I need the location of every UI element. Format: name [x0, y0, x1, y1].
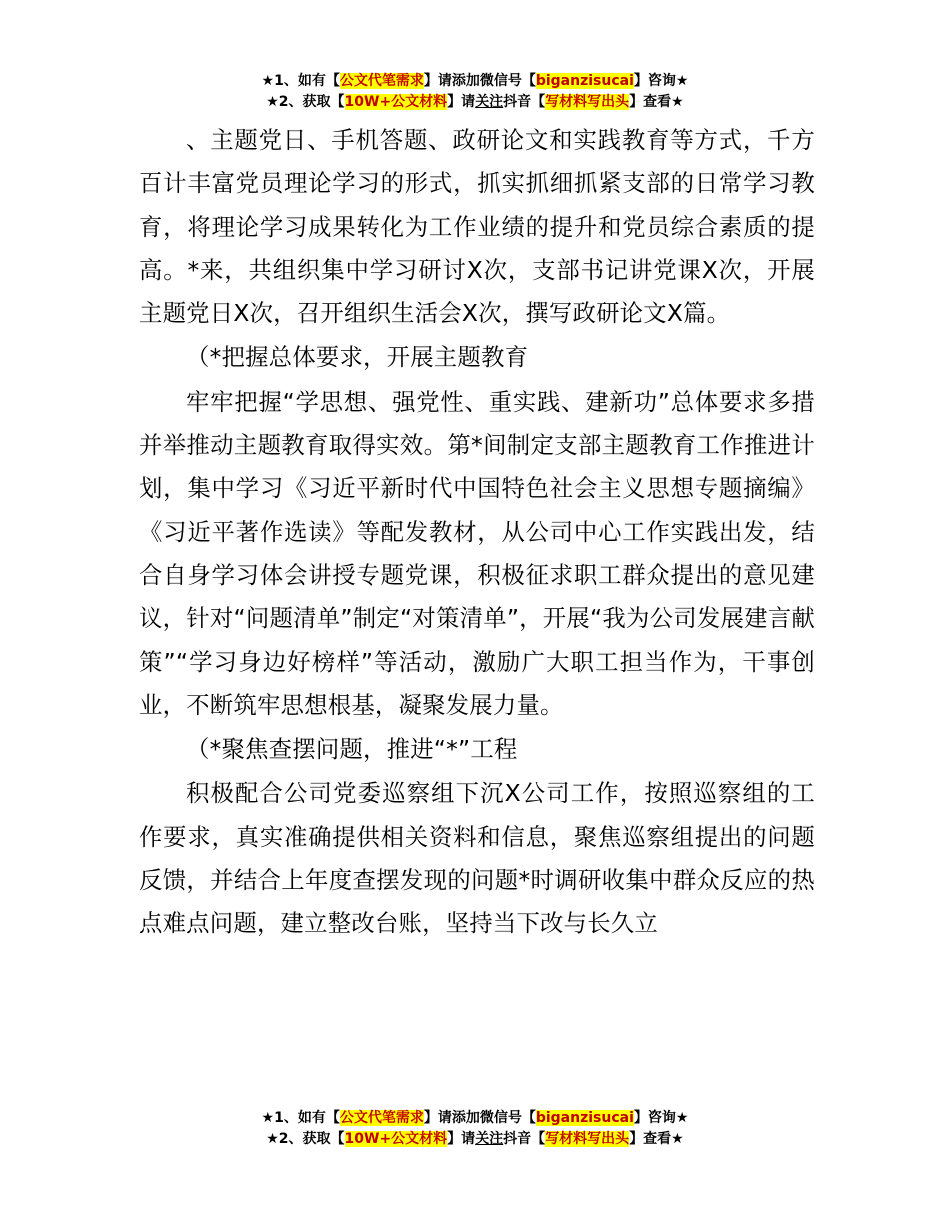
banner-text: ★2、获取【 — [266, 1131, 345, 1147]
banner-highlight: 10W+公文材料 — [344, 94, 448, 110]
banner-highlight: 公文代笔需求 — [339, 73, 424, 89]
banner-highlight: 公文代笔需求 — [339, 1110, 424, 1126]
banner-text: ★1、如有【 — [261, 73, 340, 89]
banner-highlight: 写材料写出头 — [545, 1131, 630, 1147]
footer-banner — [0, 1108, 950, 1150]
banner-text: 】咨询★ — [633, 1110, 689, 1126]
banner-text: 】请 — [447, 1131, 476, 1147]
banner-highlight: biganzisucai — [535, 73, 634, 89]
banner-underlined: 关注 — [475, 94, 504, 110]
banner-text: ★2、获取【 — [266, 94, 345, 110]
document-body — [139, 119, 815, 946]
banner-highlight: 10W+公文材料 — [344, 1131, 448, 1147]
banner-text: 】查看★ — [629, 1131, 684, 1147]
banner-text: 】请添加微信号【 — [423, 73, 536, 89]
banner-text: 】查看★ — [629, 94, 684, 110]
banner-line-2 — [0, 1129, 950, 1150]
banner-line-1 — [0, 1108, 950, 1129]
banner-text: ★1、如有【 — [261, 1110, 340, 1126]
header-banner — [0, 71, 950, 113]
paragraph: 积极配合公司党委巡察组下沉X公司工作，按照巡察组的工作要求，真实准确提供相关资料和信息，聚焦巡察组提出的问题反馈，并结合上年度查摆发现的问题*时调研收集中群众反应的热点难点问题，建立整改台账，坚持当下改与长久立 — [139, 779, 815, 938]
banner-text: 抖音【 — [503, 1131, 546, 1147]
paragraph: 牢牢把握“学思想、强党性、重实践、建新功”总体要求多措并举推动主题教育取得实效。第*间制定支部主题教育工作推进计划，集中学习《习近平新时代中国特色社会主义思想专题摘编》《习近平著作选读》等配发教材，从公司中心工作实践出发，结合自身学习体会讲授专题党课，积极征求职工群众提出的意见建议，针对“问题清单”制定“对策清单”，开展“我为公司发展建言献策”“学习身边好榜样”等活动，激励广大职工担当作为，干事创业，不断筑牢思想根基，凝聚发展力量。 — [139, 387, 815, 719]
banner-text: 】咨询★ — [633, 73, 689, 89]
banner-text: 抖音【 — [503, 94, 546, 110]
banner-text: 】请添加微信号【 — [423, 1110, 536, 1126]
banner-line-1 — [0, 71, 950, 92]
banner-highlight: biganzisucai — [535, 1110, 634, 1126]
section-heading: （*把握总体要求，开展主题教育 — [186, 343, 529, 372]
banner-line-2 — [0, 92, 950, 113]
banner-text: 】请 — [447, 94, 476, 110]
banner-underlined: 关注 — [475, 1131, 504, 1147]
section-heading: （*聚焦查摆问题，推进“*”工程 — [186, 735, 518, 764]
paragraph: 、主题党日、手机答题、政研论文和实践教育等方式，千方百计丰富党员理论学习的形式，抓实抓细抓紧支部的日常学习教育，将理论学习成果转化为工作业绩的提升和党员综合素质的提高。*来，共组织集中学习研讨X次，支部书记讲党课X次，开展主题党日X次，召开组织生活会X次，撰写政研论文X篇。 — [139, 126, 815, 328]
banner-highlight: 写材料写出头 — [545, 94, 630, 110]
